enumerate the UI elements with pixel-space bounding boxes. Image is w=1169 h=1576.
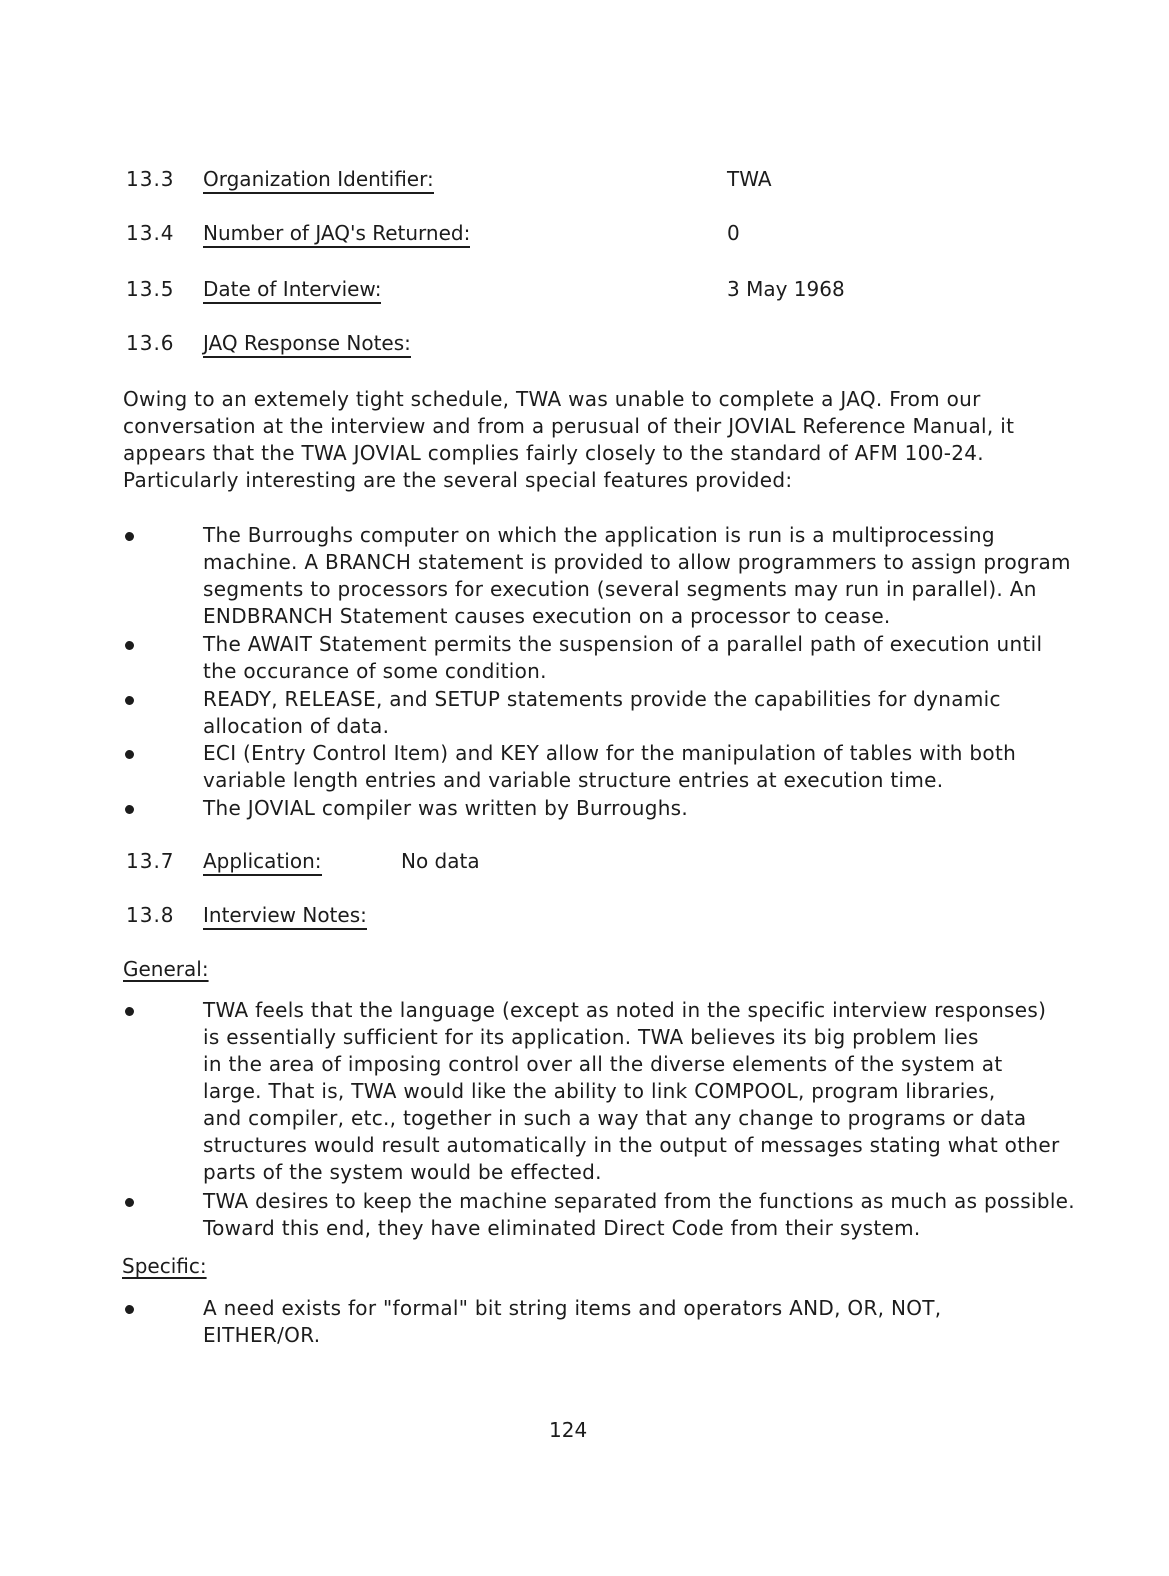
section-label: Organization Identifier: <box>203 167 434 194</box>
list-item <box>203 522 1083 630</box>
list-item-line: The JOVIAL compiler was written by Burroughs. <box>203 796 689 820</box>
list-item-line: TWA desires to keep the machine separated from the functions as much as possible. <box>203 1189 1075 1213</box>
list-item-line: large. That is, TWA would like the ability to link COMPOOL, program libraries, <box>203 1079 996 1103</box>
section-label: JAQ Response Notes: <box>203 331 411 358</box>
list-item-line: allocation of data. <box>203 714 390 738</box>
bullet-icon <box>125 532 134 541</box>
list-item-line: parts of the system would be effected. <box>203 1160 602 1184</box>
paragraph-line: Particularly interesting are the several special features provided: <box>123 468 793 492</box>
paragraph-line: conversation at the interview and from a perusual of their JOVIAL Reference Manual, it <box>123 414 1015 438</box>
section-label: Number of JAQ's Returned: <box>203 221 470 248</box>
specific-heading: Specific: <box>122 1254 207 1278</box>
jaqs-returned-value: 0 <box>727 221 740 245</box>
list-item-line: segments to processors for execution (several segments may run in parallel). An <box>203 577 1037 601</box>
list-item-line: A need exists for "formal" bit string items and operators AND, OR, NOT, <box>203 1296 942 1320</box>
list-item-line: the occurance of some condition. <box>203 659 547 683</box>
list-item-line: is essentially sufficient for its application. TWA believes its big problem lies <box>203 1025 979 1049</box>
list-item <box>203 795 1083 822</box>
bullet-icon <box>125 750 134 759</box>
section-label: Application: <box>203 849 322 876</box>
list-item-line: Toward this end, they have eliminated Direct Code from their system. <box>203 1216 921 1240</box>
list-item-line: structures would result automatically in the output of messages stating what other <box>203 1133 1060 1157</box>
response-notes-paragraph <box>123 386 1063 494</box>
list-item <box>203 997 1083 1186</box>
bullet-icon <box>125 1007 134 1016</box>
list-item-line: and compiler, etc., together in such a way that any change to programs or data <box>203 1106 1027 1130</box>
list-item <box>203 631 1083 685</box>
bullet-icon <box>125 805 134 814</box>
bullet-icon <box>125 696 134 705</box>
general-heading: General: <box>123 957 209 981</box>
list-item-line: ENDBRANCH Statement causes execution on a processor to cease. <box>203 604 891 628</box>
paragraph-line: appears that the TWA JOVIAL complies fairly closely to the standard of AFM 100-24. <box>123 441 984 465</box>
list-item-line: EITHER/OR. <box>203 1323 321 1347</box>
list-item-line: machine. A BRANCH statement is provided to allow programmers to assign program <box>203 550 1071 574</box>
bullet-icon <box>125 1305 134 1314</box>
bullet-icon <box>125 641 134 650</box>
list-item <box>203 1188 1083 1242</box>
list-item <box>203 686 1083 740</box>
application-value: No data <box>401 849 480 873</box>
bullet-icon <box>125 1198 134 1207</box>
organization-identifier-value: TWA <box>727 167 772 191</box>
paragraph-line: Owing to an extemely tight schedule, TWA was unable to complete a JAQ. From our <box>123 387 981 411</box>
section-number: 13.8 <box>126 903 175 927</box>
section-number: 13.6 <box>126 331 175 355</box>
list-item-line: The AWAIT Statement permits the suspension of a parallel path of execution until <box>203 632 1043 656</box>
list-item-line: ECI (Entry Control Item) and KEY allow for the manipulation of tables with both <box>203 741 1017 765</box>
section-number: 13.5 <box>126 277 175 301</box>
list-item <box>203 1295 1083 1349</box>
page-number: 124 <box>549 1418 588 1442</box>
section-label: Interview Notes: <box>203 903 367 930</box>
list-item-line: variable length entries and variable structure entries at execution time. <box>203 768 944 792</box>
list-item-line: READY, RELEASE, and SETUP statements provide the capabilities for dynamic <box>203 687 1001 711</box>
list-item-line: in the area of imposing control over all the diverse elements of the system at <box>203 1052 1003 1076</box>
list-item <box>203 740 1083 794</box>
section-label: Date of Interview: <box>203 277 381 304</box>
list-item-line: TWA feels that the language (except as noted in the specific interview responses) <box>203 998 1047 1022</box>
section-number: 13.3 <box>126 167 175 191</box>
section-number: 13.7 <box>126 849 175 873</box>
list-item-line: The Burroughs computer on which the application is run is a multiprocessing <box>203 523 995 547</box>
section-number: 13.4 <box>126 221 175 245</box>
interview-date-value: 3 May 1968 <box>727 277 845 301</box>
